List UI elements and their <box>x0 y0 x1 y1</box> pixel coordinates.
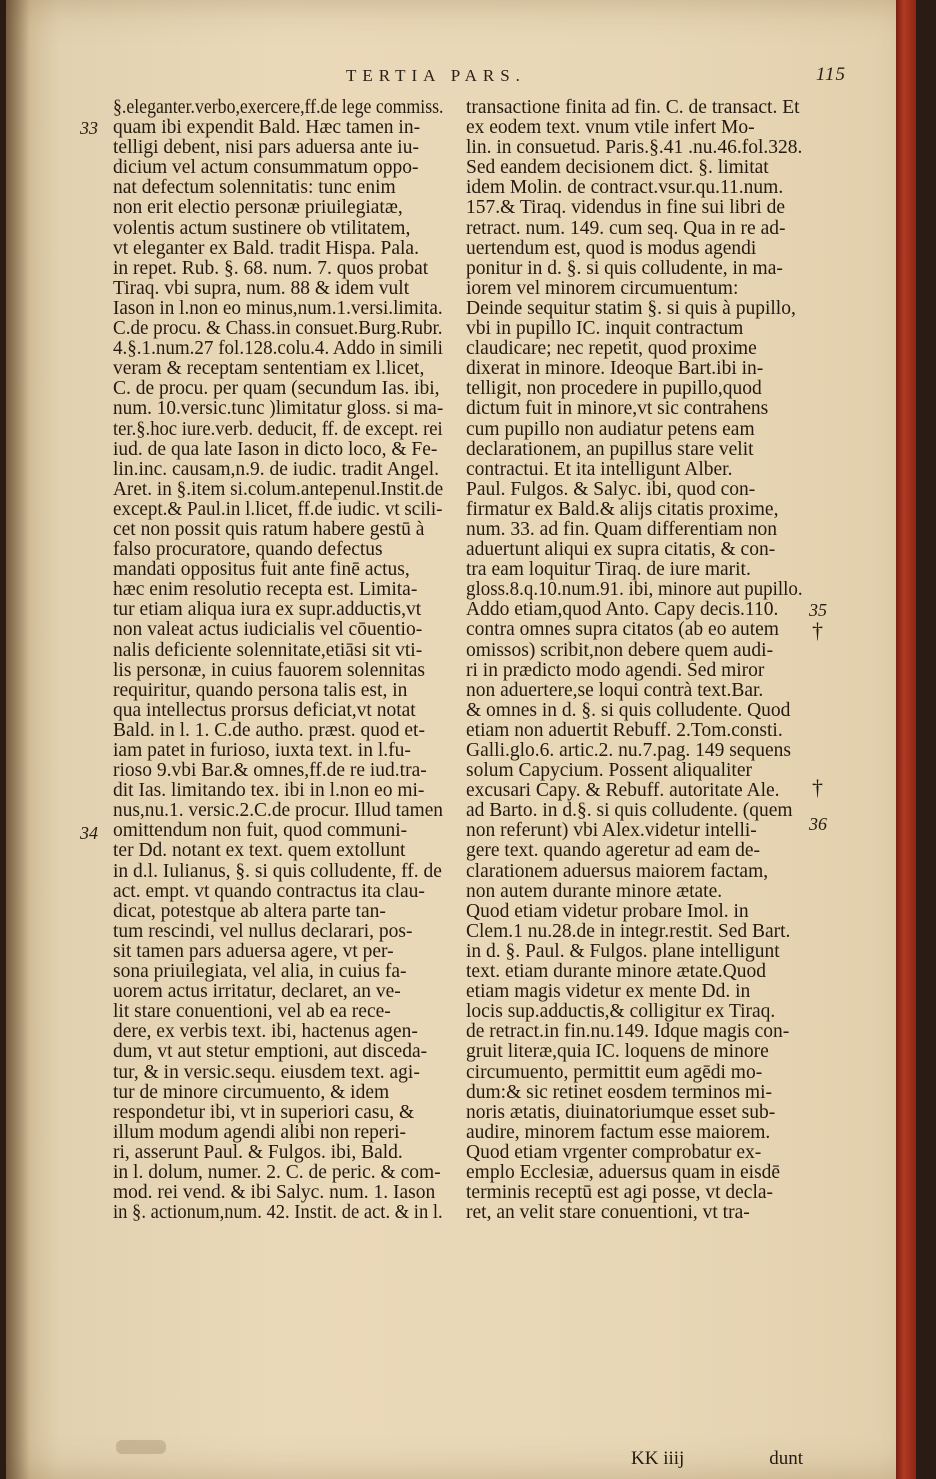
left-column-line: in §. actionum,num. 42. Instit. de act. & in l. <box>113 1202 443 1224</box>
left-column-line: uorem actus irritatur, declaret, an ve- <box>113 981 401 1003</box>
margin-note-33: 33 <box>80 118 98 138</box>
right-column-line: Paul. Fulgos. & Salyc. ibi, quod con- <box>466 478 756 500</box>
left-column-line: lis personæ, in cuius fauorem solennitas <box>113 659 425 681</box>
left-column-line: lit stare conuentioni, vel ab ea rece- <box>113 1001 391 1023</box>
left-column-line: ri, asserunt Paul. & Fulgos. ibi, Bald. <box>113 1141 403 1163</box>
dagger-mark-2: † <box>812 775 823 800</box>
right-column-line: tra eam loquitur Tiraq. de iure marit. <box>466 559 751 581</box>
right-column-line: in d. §. Paul. & Fulgos. plane intelligunt <box>466 940 780 962</box>
right-column-line: uertendum est, quod is modus agendi <box>466 237 757 259</box>
right-column-line: Clem.1 nu.28.de in integr.restit. Sed Bart. <box>466 920 791 942</box>
left-column-line: tur de minore circumuento, & idem <box>113 1081 390 1103</box>
left-column-line: ter Dd. notant ex text. quem extollunt <box>113 840 406 862</box>
folio-number: 115 <box>815 64 846 85</box>
left-column-line: quam ibi expendit Bald. Hæc tamen in- <box>113 117 421 139</box>
left-column-line: dere, ex verbis text. ibi, hactenus agen- <box>113 1021 418 1043</box>
right-column-line: transactione finita ad fin. C. de transact. Et <box>466 97 800 118</box>
left-column-line: nus,nu.1. versic.2.C.de procur. Illud tamen <box>113 800 443 822</box>
right-column-line: non referunt) vbi Alex.videtur intelli- <box>466 820 757 842</box>
right-column-line: Addo etiam,quod Anto. Capy decis.110. <box>466 599 779 621</box>
right-column-line: omissos) scribit,non debere quem audi- <box>466 639 774 661</box>
left-column-line: in repet. Rub. §. 68. num. 7. quos probat <box>113 257 429 279</box>
right-column-line: ri in prædicto modo agendi. Sed miror <box>466 659 765 681</box>
right-column-line: non autem durante minore ætate. <box>466 880 723 902</box>
left-column-line: cet non possit quis ratum habere gestū à <box>113 518 425 540</box>
left-column-line: tur, & in versic.sequ. eiusdem text. agi- <box>113 1061 420 1083</box>
right-column-line: Galli.glo.6. artic.2. nu.7.pag. 149 sequens <box>466 740 791 761</box>
left-column-line: sit tamen pars aduersa agere, vt per- <box>113 940 394 962</box>
right-column-line: dum:& sic retinet eosdem terminos mi- <box>466 1081 772 1103</box>
right-column-line: terminis receptū est agi posse, vt decla- <box>466 1182 774 1204</box>
right-column-line: etiam magis videtur ex mente Dd. in <box>466 981 751 1003</box>
catchword: dunt <box>769 1448 803 1469</box>
dagger-mark-1: † <box>812 618 823 643</box>
left-column-line: Tiraq. vbi supra, num. 88 & idem vult <box>113 277 410 299</box>
right-column-line: contra omnes supra citatos (ab eo autem <box>466 619 779 641</box>
right-column-line: ad Barto. in d.§. si quis colludente. (quem <box>466 800 793 822</box>
right-column-line: cum pupillo non audiatur petens eam <box>466 418 755 440</box>
right-column-line: excusari Capy. & Rebuff. autoritate Ale. <box>466 780 780 802</box>
right-column-line: & omnes in d. §. si quis colludente. Quod <box>466 699 791 721</box>
left-column-line: veram & receptam sententiam ex l.licet, <box>113 358 425 380</box>
left-column-line: Iason in l.non eo minus,num.1.versi.limita. <box>113 297 443 319</box>
right-column-line: firmatur ex Bald.& alijs citatis proxime, <box>466 498 779 520</box>
right-column-line: Sed eandem decisionem dict. §. limitat <box>466 157 769 179</box>
right-column-line: Quod etiam videtur probare Imol. in <box>466 900 749 922</box>
left-column-line: non valeat actus iudicialis vel cōuentio- <box>113 619 423 641</box>
right-column-line: declarationem, an pupillus stare velit <box>466 438 754 460</box>
left-column-line: nat defectum solennitatis: tunc enim <box>113 177 396 199</box>
left-column-line: C. de procu. per quam (secundum Ias. ibi, <box>113 378 440 400</box>
left-column-line: mandati oppositus fuit ante finē actus, <box>113 559 410 581</box>
right-column-line: emplo Ecclesiæ, aduersus quam in eisdē <box>466 1161 781 1183</box>
margin-note-34: 34 <box>80 823 98 843</box>
left-column-line: volentis actum sustinere ob vtilitatem, <box>113 217 411 239</box>
left-column-line: C.de procu. & Chass.in consuet.Burg.Rubr. <box>113 318 443 340</box>
page-red-edge <box>896 0 916 1479</box>
left-column-line: dicium vel actum consummatum oppo- <box>113 157 419 179</box>
right-column-line: vbi in pupillo IC. inquit contractum <box>466 318 744 340</box>
running-title: TERTIA PARS. <box>346 66 526 85</box>
right-column-line: dixerat in minore. Ideoque Bart.ibi in- <box>466 358 764 380</box>
left-column-line: omittendum non fuit, quod communi- <box>113 820 408 842</box>
page-footer <box>466 1448 803 1470</box>
left-column-line: lin.inc. causam,n.9. de iudic. tradit Angel. <box>113 458 440 480</box>
right-column-line: solum Capycium. Possent aliqualiter <box>466 760 752 782</box>
left-column-line: iud. de qua late Iason in dicto loco, & Fe- <box>113 438 438 460</box>
margin-note-36: 36 <box>809 814 827 834</box>
left-column-line: in l. dolum, numer. 2. C. de peric. & com- <box>113 1161 441 1183</box>
right-column-line: claudicare; nec repetit, quod proxime <box>466 338 757 360</box>
left-column-line: dicat, potestque ab altera parte tan- <box>113 900 386 922</box>
left-column-line: qua intellectus prorsus deficiat,vt notat <box>113 699 416 721</box>
right-column-line: telligit, non procedere in pupillo,quod <box>466 378 762 400</box>
left-column-line: sona priuilegiata, vel alia, in cuius fa- <box>113 961 407 983</box>
right-column-line: gruit literæ,quia IC. loquens de minore <box>466 1041 769 1063</box>
right-column-line: idem Molin. de contract.vsur.qu.11.num. <box>466 177 784 199</box>
right-column-line: noris ætatis, diuinatoriumque esset sub- <box>466 1101 776 1123</box>
left-column-line: non erit electio personæ priuilegiatæ, <box>113 197 403 219</box>
left-column-line: tur etiam aliqua iura ex supr.adductis,vt <box>113 599 422 621</box>
left-column-line: falso procuratore, quando defectus <box>113 539 383 561</box>
right-column-line: retract. num. 149. cum seq. Qua in re ad- <box>466 217 786 239</box>
left-column-line: rioso 9.vbi Bar.& omnes,ff.de re iud.tra- <box>113 760 427 782</box>
right-column-line: ex eodem text. vnum vtile infert Mo- <box>466 117 755 139</box>
running-header <box>346 66 906 96</box>
gutter-shadow <box>6 0 30 1479</box>
left-column-line: act. empt. vt quando contractus ita clau- <box>113 880 425 902</box>
left-column-line: nalis deficiente solennitate,etiāsi sit vti- <box>113 639 423 661</box>
right-column-line: ret, an velit stare conuentioni, vt tra- <box>466 1202 750 1224</box>
left-column-line: ter.§.hoc iure.verb. deducit, ff. de except. rei <box>113 418 443 440</box>
right-column-line: circumuento, permittit eum agēdi mo- <box>466 1061 763 1083</box>
right-column-line: ponitur in d. §. si quis colludente, in ma- <box>466 257 783 279</box>
right-column-line: 157.& Tiraq. videndus in fine sui libri de <box>466 197 786 219</box>
right-column-line: num. 33. ad fin. Quam differentiam non <box>466 518 778 540</box>
right-text-column <box>466 98 803 1223</box>
right-column-line: etiam non aduertit Rebuff. 2.Tom.consti. <box>466 719 783 741</box>
left-column-line: hæc enim resolutio recepta est. Limita- <box>113 579 418 601</box>
right-column-line: aduertunt aliqui ex supra citatis, & con- <box>466 539 776 561</box>
left-column-line: in d.l. Iulianus, §. si quis colludente, ff. de <box>113 860 442 882</box>
left-column-line: §.eleganter.verbo,exercere,ff.de lege commiss. <box>113 97 444 118</box>
left-column-line: Aret. in §.item si.colum.antepenul.Instit.de <box>113 478 444 500</box>
right-column-line: lin. in consuetud. Paris.§.41 .nu.46.fol.328. <box>466 137 803 159</box>
left-column-line: mod. rei vend. & ibi Salyc. num. 1. Iason <box>113 1182 436 1204</box>
left-column-line: requiritur, quando persona talis est, in <box>113 679 408 701</box>
right-column-line: text. etiam durante minore ætate.Quod <box>466 961 766 983</box>
right-column-line: contractui. Et ita intelligunt Alber. <box>466 458 733 480</box>
signature-mark: KK iiij <box>631 1448 685 1469</box>
margin-note-35: 35 <box>809 600 827 620</box>
right-column-line: gere text. quando ageretur ad eam de- <box>466 840 760 862</box>
right-column-line: clarationem aduersus maiorem factam, <box>466 860 769 882</box>
right-column-line: Quod etiam vrgenter comprobatur ex- <box>466 1141 762 1163</box>
ink-smudge <box>116 1440 166 1454</box>
left-column-line: except.& Paul.in l.licet, ff.de iudic. vt scili- <box>113 498 443 520</box>
left-column-line: illum modum agendi alibi non reperi- <box>113 1121 406 1143</box>
left-column-line: dum, vt aut stetur emptioni, aut disceda- <box>113 1041 428 1063</box>
left-column-line: telligi debent, nisi pars aduersa ante iu- <box>113 137 419 159</box>
right-column-line: iorem vel minorem circumuentum: <box>466 277 739 299</box>
book-page <box>6 0 916 1479</box>
right-column-line: audire, minorem factum esse maiorem. <box>466 1121 771 1143</box>
left-text-column <box>113 98 443 1223</box>
left-column-line: tum rescindi, vel nullus declarari, pos- <box>113 920 413 942</box>
right-column-line: locis sup.adductis,& colligitur ex Tiraq. <box>466 1001 776 1023</box>
left-column-line: vt eleganter ex Bald. tradit Hispa. Pala. <box>113 237 419 259</box>
right-column-line: dictum fuit in minore,vt sic contrahens <box>466 398 769 420</box>
right-column-line: Deinde sequitur statim §. si quis à pupillo, <box>466 297 796 319</box>
right-column-line: de retract.in fin.nu.149. Idque magis con- <box>466 1021 790 1043</box>
left-column-line: dit Ias. limitando tex. ibi in l.non eo mi- <box>113 780 425 802</box>
left-column-line: iam patet in furioso, iuxta text. in l.fu- <box>113 740 411 761</box>
right-column-line: non aduertere,se loqui contrà text.Bar. <box>466 679 764 701</box>
left-column-line: Bald. in l. 1. C.de autho. præst. quod et- <box>113 719 425 741</box>
left-column-line: num. 10.versic.tunc )limitatur gloss. si ma- <box>113 398 444 420</box>
right-column-line: gloss.8.q.10.num.91. ibi, minore aut pupillo. <box>466 579 803 601</box>
left-column-line: respondetur ibi, vt in superiori casu, & <box>113 1101 415 1123</box>
left-column-line: 4.§.1.num.27 fol.128.colu.4. Addo in simili <box>113 338 443 360</box>
